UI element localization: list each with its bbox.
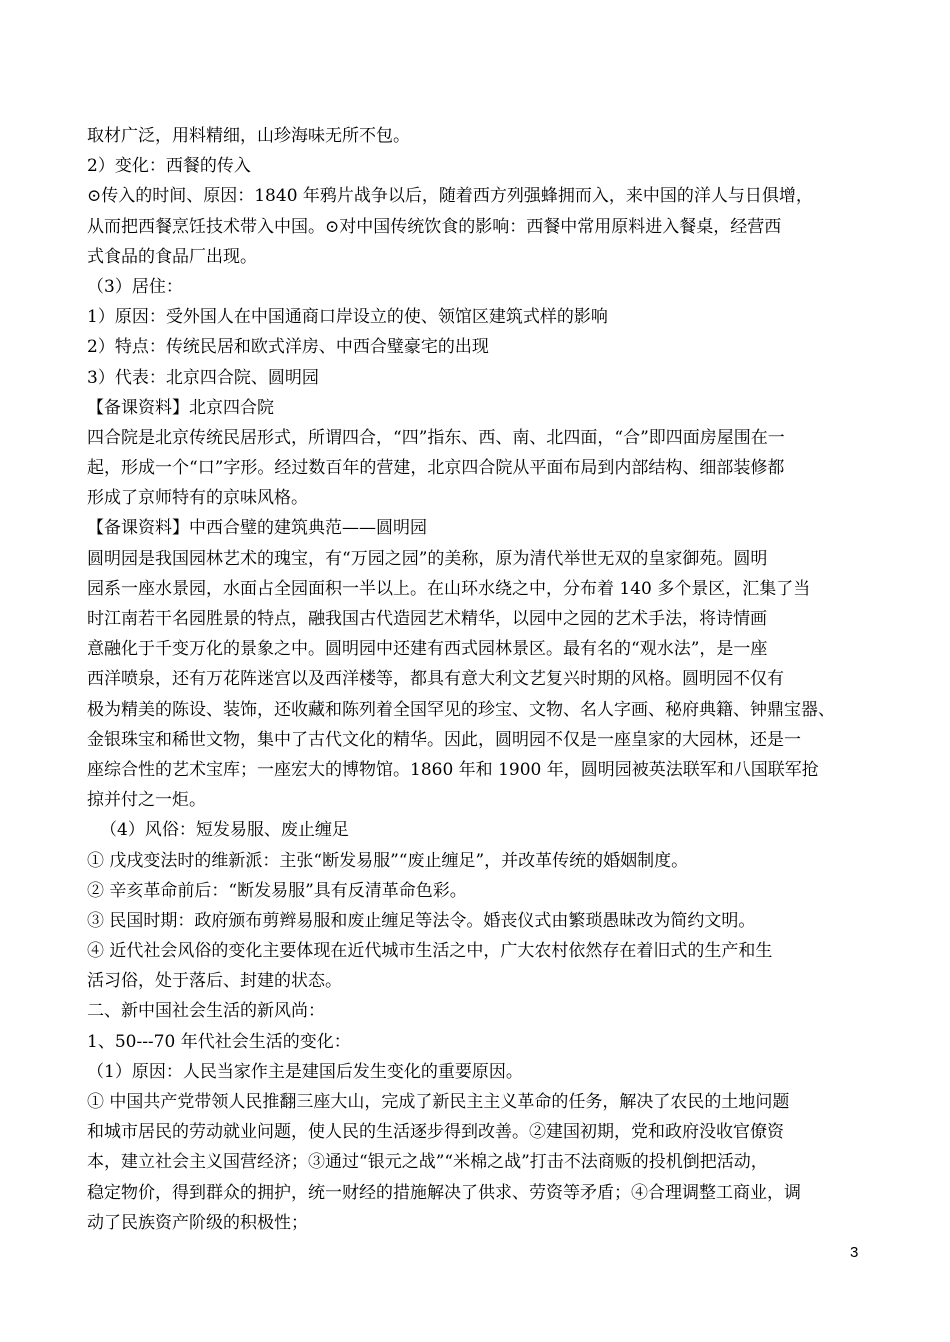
- text-line: 起，形成一个“口”字形。经过数百年的营建，北京四合院从平面布局到内部结构、细部装修都: [87, 458, 785, 479]
- text-line: 动了民族资产阶级的积极性；: [87, 1212, 308, 1233]
- text-line: 2）变化：西餐的传入: [87, 156, 251, 177]
- list-item: ① 中国共产党带领人民推翻三座大山，完成了新民主主义革命的任务，解决了农民的土地问题: [87, 1092, 790, 1112]
- document-body: [87, 121, 867, 1238]
- text-line: 金银珠宝和稀世文物，集中了古代文化的精华。因此，圆明园不仅是一座皇家的大园林，还是一: [87, 729, 801, 750]
- text-line: 四合院是北京传统民居形式，所谓四合，“四”指东、西、南、北四面，“合”即四面房屋围在一: [87, 427, 785, 448]
- reference-heading: 【备课资料】北京四合院: [87, 397, 274, 418]
- text-line: 3）代表：北京四合院、圆明园: [87, 367, 319, 388]
- text-line: 本，建立社会主义国营经济；③通过“银元之战”“米棉之战”打击不法商贩的投机倒把活动，: [87, 1152, 768, 1173]
- section-heading: （3）居住：: [87, 276, 183, 297]
- text-line: 形成了京师特有的京味风格。: [87, 488, 308, 509]
- section-heading: 1、50---70 年代社会生活的变化：: [87, 1031, 351, 1052]
- text-line: 2）特点：传统民居和欧式洋房、中西合璧豪宅的出现: [87, 337, 489, 358]
- text-line: 座综合性的艺术宝库；一座宏大的博物馆。1860 年和 1900 年，圆明园被英法联军和八国联军抢: [87, 759, 819, 780]
- text-line: 极为精美的陈设、装饰，还收藏和陈列着全国罕见的珍宝、文物、名人字画、秘府典籍、钟鼎宝器、: [87, 699, 835, 720]
- section-heading: （4）风俗：短发易服、废止缠足: [100, 820, 349, 841]
- list-item: ① 戊戌变法时的维新派：主张“断发易服”“废止缠足”，并改革传统的婚姻制度。: [87, 850, 689, 871]
- section-heading: （1）原因：人民当家作主是建国后发生变化的重要原因。: [87, 1061, 523, 1082]
- page-number: 3: [850, 1244, 859, 1261]
- text-line: 园系一座水景园，水面占全园面积一半以上。在山环水绕之中，分布着 140 多个景区，汇集了当: [87, 578, 811, 599]
- text-line: 式食品的食品厂出现。: [87, 246, 257, 267]
- text-line: ⊙传入的时间、原因：1840 年鸦片战争以后，随着西方列强蜂拥而入，来中国的洋人与日俱增，: [87, 186, 813, 207]
- text-line: 掠并付之一炬。: [87, 790, 206, 811]
- list-item: ② 辛亥革命前后：“断发易服”具有反清革命色彩。: [87, 880, 467, 901]
- text-line: 和城市居民的劳动就业问题，使人民的生活逐步得到改善。②建国初期，党和政府没收官僚资: [87, 1122, 784, 1143]
- text-line: 取材广泛，用料精细，山珍海味无所不包。: [87, 126, 410, 146]
- text-line: 稳定物价，得到群众的拥护，统一财经的措施解决了供求、劳资等矛盾；④合理调整工商业，调: [87, 1182, 801, 1203]
- list-item: ④ 近代社会风俗的变化主要体现在近代城市生活之中，广大农村依然存在着旧式的生产和生: [87, 941, 773, 962]
- text-line: 意融化于千变万化的景象之中。圆明园中还建有西式园林景区。最有名的“观水法”，是一座: [87, 639, 768, 660]
- reference-heading: 【备课资料】中西合璧的建筑典范——圆明园: [87, 518, 427, 539]
- text-line: 西洋喷泉，还有万花阵迷宫以及西洋楼等，都具有意大利文艺复兴时期的风格。圆明园不仅有: [87, 669, 784, 690]
- text-line: 从而把西餐烹饪技术带入中国。⊙对中国传统饮食的影响：西餐中常用原料进入餐桌，经营西: [87, 216, 782, 237]
- text-line: 时江南若干名园胜景的特点，融我国古代造园艺术精华，以园中之园的艺术手法，将诗情画: [87, 609, 767, 629]
- chapter-heading: 二、新中国社会生活的新风尚：: [87, 1001, 325, 1022]
- text-line: 活习俗，处于落后、封建的状态。: [87, 971, 342, 992]
- text-line: 1）原因：受外国人在中国通商口岸设立的使、领馆区建筑式样的影响: [87, 307, 608, 328]
- list-item: ③ 民国时期：政府颁布剪辫易服和废止缠足等法令。婚丧仪式由繁琐愚昧改为简约文明。: [87, 910, 756, 931]
- text-line: 圆明园是我国园林艺术的瑰宝，有“万园之园”的美称，原为清代举世无双的皇家御苑。圆明: [87, 548, 768, 569]
